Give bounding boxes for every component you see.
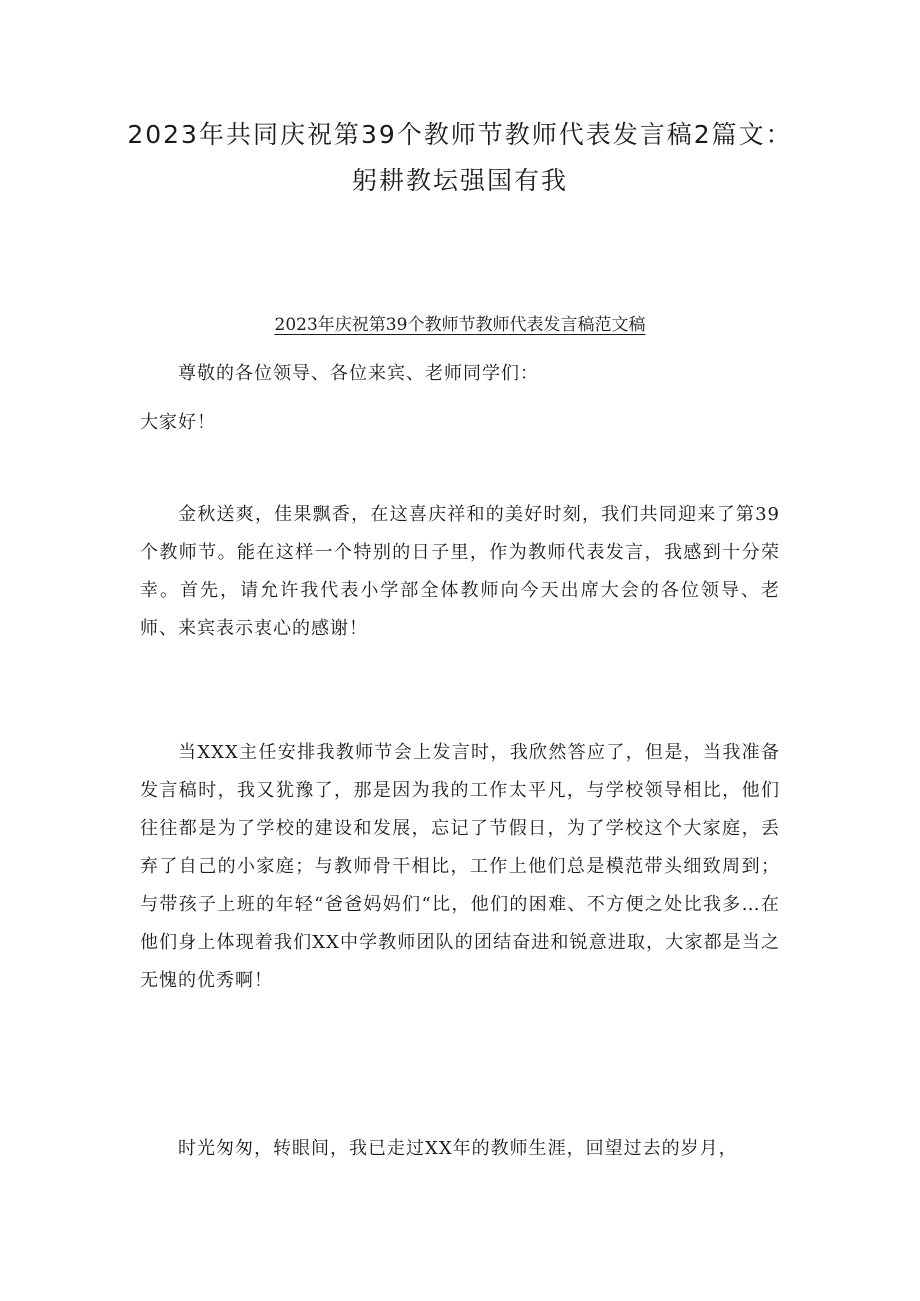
paragraph-1: 金秋送爽，佳果飘香，在这喜庆祥和的美好时刻，我们共同迎来了第39个教师节。能在这样一个特别的日子里，作为教师代表发言，我感到十分荣幸。首先，请允许我代表小学部全体教师向今天出席大会的各位领导、老师、来宾表示衷心的感谢！ — [140, 504, 780, 639]
greeting: 大家好！ — [140, 412, 216, 433]
salutation: 尊敬的各位领导、各位来宾、老师同学们： — [178, 363, 539, 384]
document-subtitle — [140, 311, 780, 339]
paragraph-2: 当XXX主任安排我教师节会上发言时，我欣然答应了，但是，当我准备发言稿时，我又犹豫了，那是因为我的工作太平凡，与学校领导相比，他们往往都是为了学校的建设和发展，忘记了节假日，为了学校这个大家庭，丢弃了自己的小家庭；与教师骨干相比，工作上他们总是模范带头细致周到；与带孩子上班的年轻“爸爸妈妈们“比，他们的困难、不方便之处比我多…在他们身上体现着我们XX中学教师团队的团结奋进和锐意进取，大家都是当之无愧的优秀啊！ — [140, 742, 780, 991]
subtitle-text: 2023年庆祝第39个教师节教师代表发言稿范文稿 — [274, 315, 646, 335]
document-title: 2023年共同庆祝第39个教师节教师代表发言稿2篇文：躬耕教坛强国有我 — [127, 120, 793, 195]
paragraph-3: 时光匆匆，转眼间，我已走过XX年的教师生涯，回望过去的岁月， — [178, 1138, 738, 1159]
